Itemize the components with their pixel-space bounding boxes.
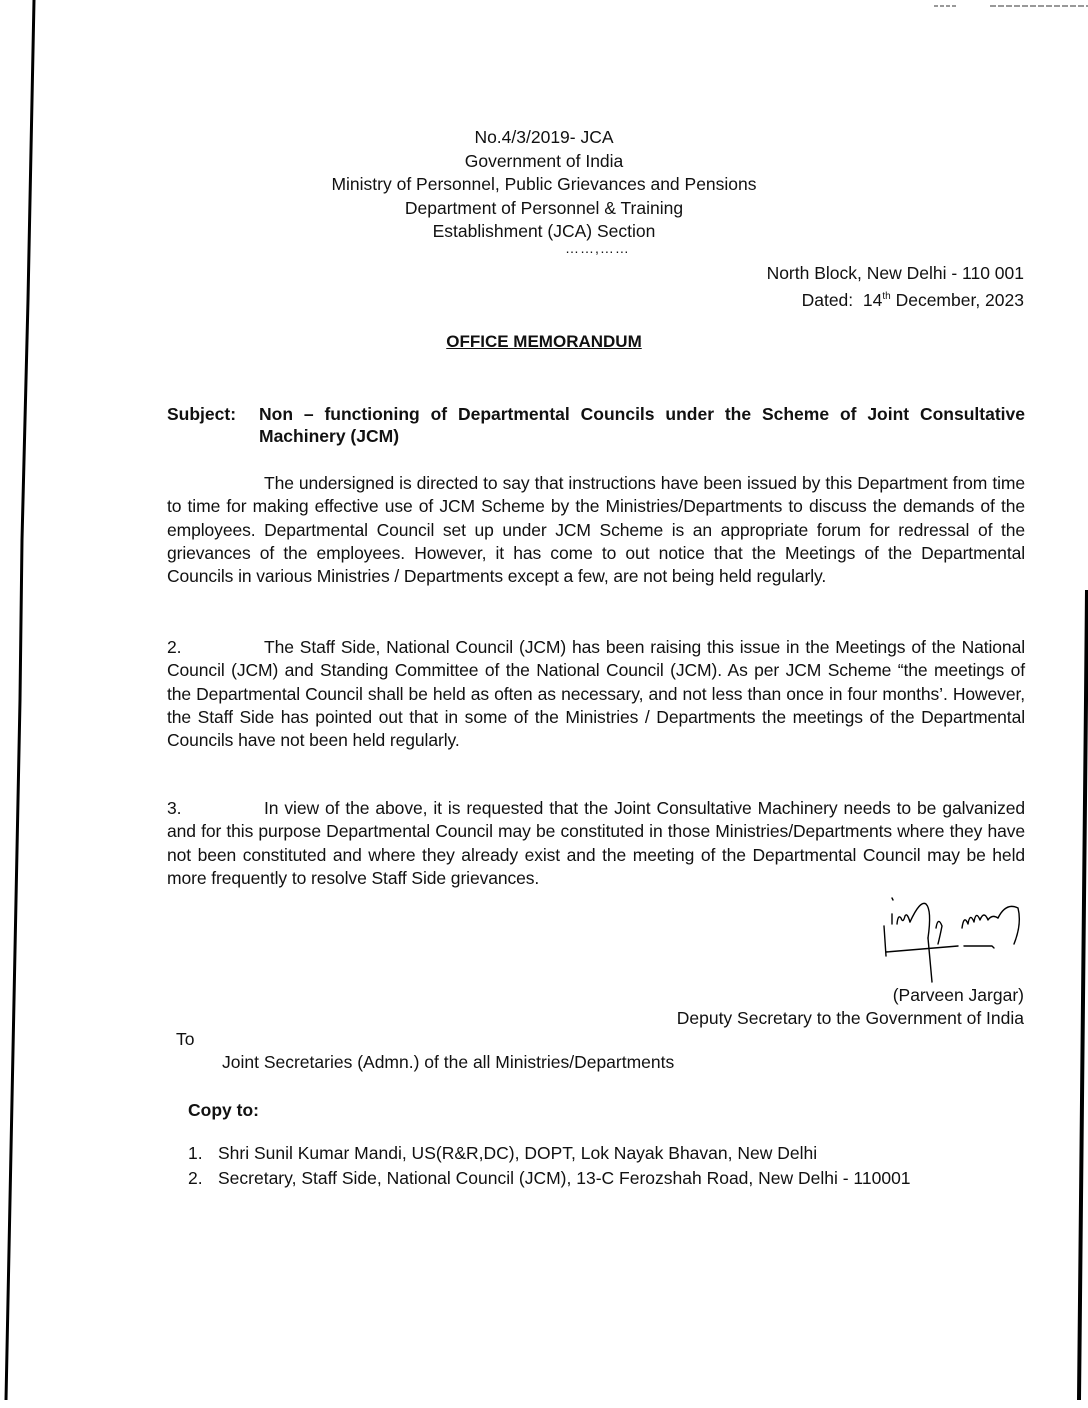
- date-day: 14: [862, 290, 883, 310]
- subject-text: Non – functioning of Departmental Councils under the Scheme of Joint Consultative Machinery (JCM): [259, 404, 1025, 446]
- dated-label: Dated:: [801, 290, 854, 310]
- separator-dots: ……,……: [565, 240, 630, 256]
- paragraph-2: [167, 636, 1025, 752]
- to-label: To: [176, 1029, 195, 1049]
- office-address: North Block, New Delhi - 110 001: [766, 263, 1024, 283]
- paragraph-text: In view of the above, it is requested that the Joint Consultative Machinery needs to be galvanized and for this purpose Departmental Council may be constituted in those Ministries/Departments where they have not been constituted and where they already exist and the meeting of the Departmental Council may be held more frequently to resolve Staff Side grievances.: [167, 798, 1025, 888]
- copy-to-text: Secretary, Staff Side, National Council (JCM), 13-C Ferozshah Road, New Delhi - 110001: [218, 1168, 911, 1188]
- signatory-name: (Parveen Jargar): [892, 985, 1024, 1005]
- subject-block: [167, 403, 1025, 447]
- to-recipient: Joint Secretaries (Admn.) of the all Ministries/Departments: [222, 1052, 675, 1072]
- copy-to-list: [188, 1141, 911, 1191]
- date-rest: December, 2023: [895, 290, 1024, 310]
- paragraph-number: 2.: [167, 637, 182, 657]
- address-date-block: [767, 262, 1024, 312]
- paragraph-text: The undersigned is directed to say that instructions have been issued by this Department from time to time for making effective use of JCM Scheme by the Ministries/Departments to discuss the demands of the employees. Departmental Council set up under JCM Scheme is an appropriate forum for redressal of the grievances of the employees. However, it has come to out notice that the Meetings of the Departmental Councils in various Ministries / Departments except a few, are not being held regularly.: [167, 473, 1025, 587]
- dated-line: [767, 285, 1024, 312]
- paragraph-number: 3.: [167, 798, 182, 818]
- letterhead: [0, 126, 1088, 244]
- paragraph-3: [167, 797, 1025, 890]
- subject-label: Subject:: [167, 404, 237, 424]
- file-number: No.4/3/2019- JCA: [474, 127, 614, 147]
- government-name: Government of India: [464, 150, 624, 171]
- signatory-designation: Deputy Secretary to the Government of India: [676, 1008, 1024, 1028]
- copy-to-text: Shri Sunil Kumar Mandi, US(R&R,DC), DOPT, Lok Nayak Bhavan, New Delhi: [218, 1143, 818, 1163]
- scan-top-marks: [928, 4, 1088, 8]
- copy-to-label: Copy to:: [188, 1100, 259, 1120]
- ministry-name: Ministry of Personnel, Public Grievances and Pensions: [331, 174, 757, 195]
- copy-to-item: [188, 1166, 911, 1191]
- date-suffix: th: [882, 291, 891, 302]
- paragraph-1: [167, 472, 1025, 588]
- copy-to-item: [188, 1141, 911, 1166]
- paragraph-text: The Staff Side, National Council (JCM) has been raising this issue in the Meetings of the National Council (JCM) and Standing Committee of the National Council (JCM). As per JCM Scheme “the meetings of the Departmental Council shall be held as often as necessary, and not less than once in four months’. However, the Staff Side has pointed out that in some of the Ministries / Departments the meetings of the Departmental Councils have not been held regularly.: [167, 637, 1025, 751]
- department-name: Department of Personnel & Training: [404, 197, 684, 218]
- copy-to-number: 2.: [188, 1168, 203, 1188]
- section-name: Establishment (JCA) Section: [432, 221, 656, 242]
- memo-title: OFFICE MEMORANDUM: [446, 332, 642, 351]
- copy-to-number: 1.: [188, 1143, 203, 1163]
- signature-image: [870, 888, 1050, 988]
- signatory-block: [677, 984, 1024, 1030]
